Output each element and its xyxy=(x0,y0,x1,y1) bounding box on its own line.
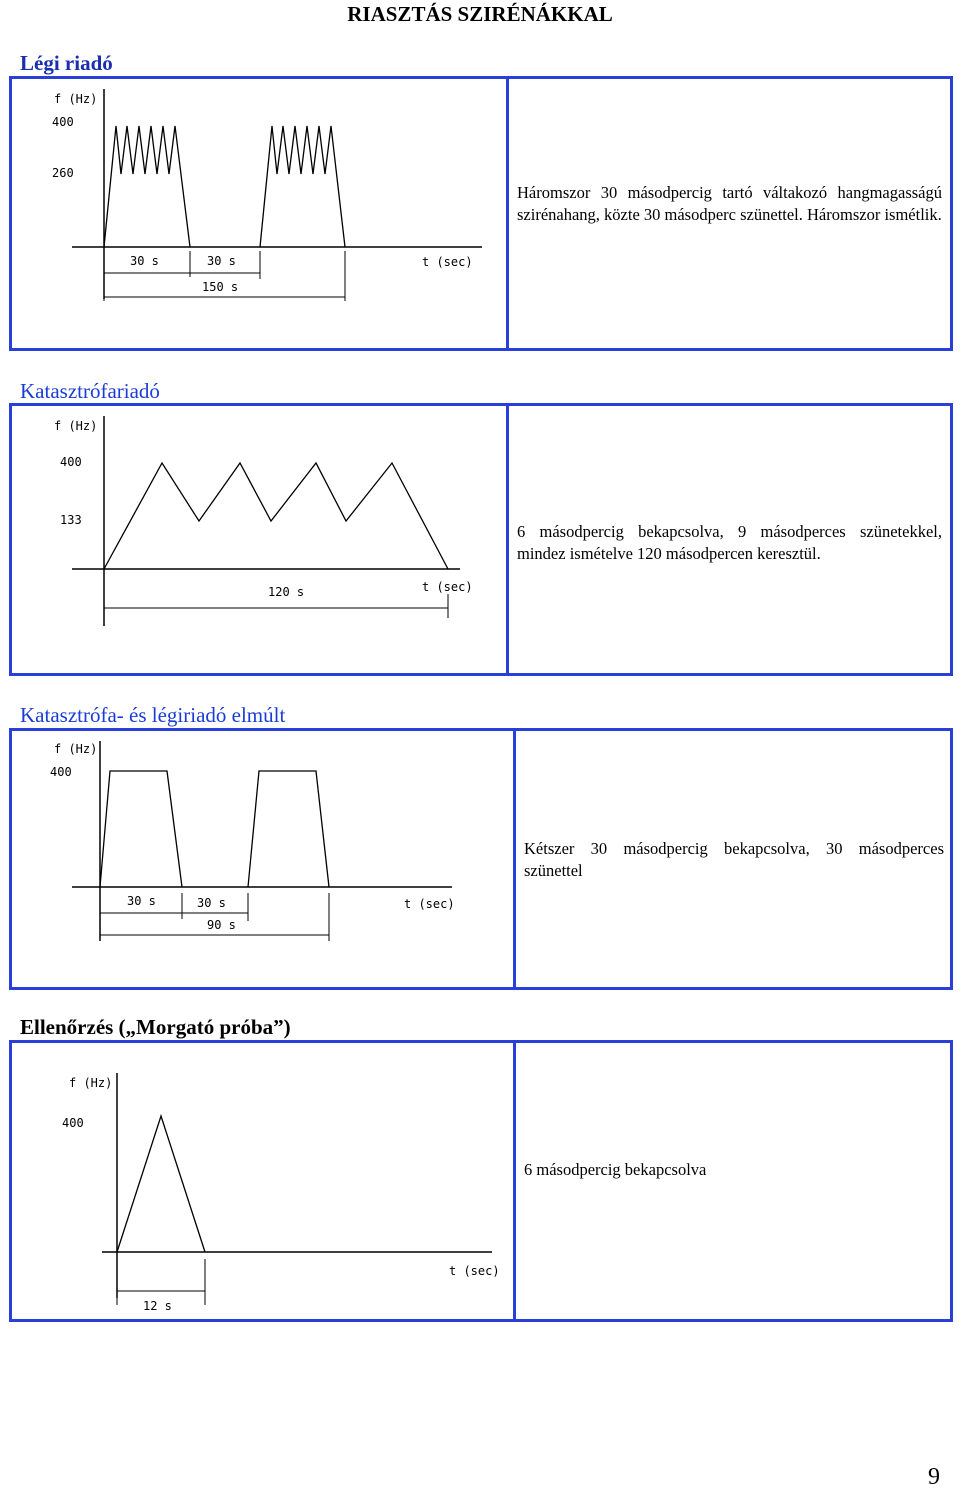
dim-label-period: 120 s xyxy=(268,585,305,599)
dim-label-period: 150 s xyxy=(202,280,239,294)
y-tick-133: 133 xyxy=(60,513,82,527)
dim-label-on: 30 s xyxy=(127,894,156,908)
dim-label-off: 30 s xyxy=(197,896,226,910)
disaster-siren-wave xyxy=(104,463,448,569)
y-tick-400: 400 xyxy=(62,1116,84,1130)
section-description: Kétszer 30 másodpercig bekapcsolva, 30 másodperces szünettel xyxy=(524,839,944,880)
all-clear-siren-graph xyxy=(12,731,513,991)
all-clear-burst-1 xyxy=(100,771,182,887)
y-tick-400: 400 xyxy=(50,765,72,779)
graph-cell xyxy=(12,406,509,673)
x-axis-label: t (sec) xyxy=(449,1264,500,1278)
page-number: 9 xyxy=(928,1464,940,1490)
y-tick-400: 400 xyxy=(60,455,82,469)
section-heading-ellenorzes: Ellenőrzés („Morgató próba”) xyxy=(20,1015,291,1039)
section-heading-riado-elmult: Katasztrófa- és légiriadó elmúlt xyxy=(20,703,286,727)
x-axis-label: t (sec) xyxy=(422,580,473,594)
section-box-legi-riado xyxy=(9,76,953,351)
air-raid-siren-graph xyxy=(12,79,506,349)
siren-burst-2 xyxy=(260,126,345,247)
test-siren-graph xyxy=(12,1043,513,1321)
y-axis-label: f (Hz) xyxy=(69,1076,113,1090)
dim-label-on: 30 s xyxy=(130,254,159,268)
dim-label-off: 30 s xyxy=(207,254,236,268)
y-tick-400: 400 xyxy=(52,115,74,129)
section-box-ellenorzes xyxy=(9,1040,953,1322)
y-tick-260: 260 xyxy=(52,166,74,180)
y-axis-label: f (Hz) xyxy=(54,92,98,106)
graph-cell xyxy=(12,79,509,348)
graph-cell xyxy=(12,731,516,987)
dim-label-period: 90 s xyxy=(207,918,236,932)
section-box-riado-elmult xyxy=(9,728,953,990)
section-description: 6 másodpercig bekapcsolva xyxy=(524,1160,707,1179)
disaster-siren-graph xyxy=(12,406,506,676)
siren-burst-1 xyxy=(104,126,190,247)
section-description: Háromszor 30 másodpercig tartó váltakozó hangmagasságú szirénahang, közte 30 másodperc szünettel. Háromszor ismétlik. xyxy=(517,183,942,224)
x-axis-label: t (sec) xyxy=(404,897,455,911)
dim-label-on: 12 s xyxy=(143,1299,172,1313)
section-box-katasztrofariado xyxy=(9,403,953,676)
x-axis-label: t (sec) xyxy=(422,255,473,269)
page-title: RIASZTÁS SZIRÉNÁKKAL xyxy=(347,2,613,26)
section-description: 6 másodpercig bekapcsolva, 9 másodperces szünetekkel, mindez ismételve 120 másodpercen keresztül. xyxy=(517,522,942,563)
graph-cell xyxy=(12,1043,516,1319)
test-siren-wave xyxy=(117,1116,205,1252)
section-heading-katasztrofariado: Katasztrófariadó xyxy=(20,379,160,403)
all-clear-burst-2 xyxy=(248,771,329,887)
y-axis-label: f (Hz) xyxy=(54,419,98,433)
y-axis-label: f (Hz) xyxy=(54,742,98,756)
section-heading-legi-riado: Légi riadó xyxy=(20,51,113,75)
